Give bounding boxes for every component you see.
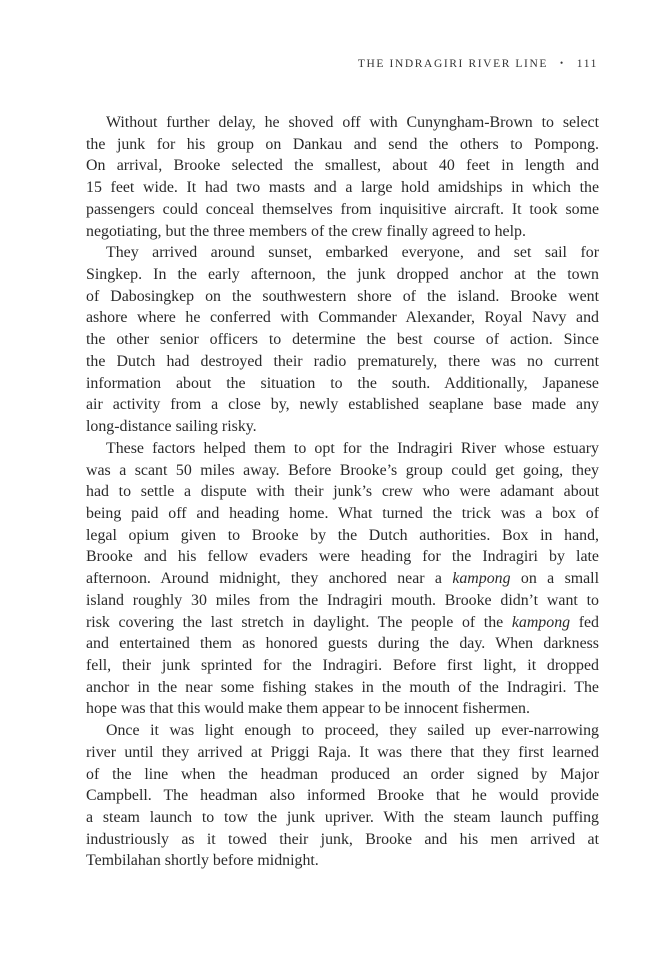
text-line: a steam launch to tow the junk upriver. With the steam launch puffing bbox=[86, 809, 599, 826]
text-line: the junk for his group on Dankau and send the others to Pompong. bbox=[86, 135, 599, 153]
text-line: had to settle a dispute with their junk’s crew who were adamant about bbox=[86, 483, 599, 501]
text-line: Campbell. The headman also informed Brooke that he would provide bbox=[86, 787, 599, 805]
running-head bbox=[358, 58, 598, 70]
text-line bbox=[86, 568, 599, 590]
paragraph bbox=[86, 438, 599, 720]
text-line: Once it was light enough to proceed, they sailed up ever-narrowing bbox=[106, 722, 599, 740]
page-number: 111 bbox=[576, 58, 598, 70]
paragraph bbox=[86, 720, 599, 872]
text-line: the Dutch had destroyed their radio prematurely, there was no current bbox=[86, 352, 599, 370]
text-segment: afternoon. Around midnight, they anchored near a bbox=[86, 570, 453, 588]
text-line: passengers could conceal themselves from inquisitive aircraft. It took some bbox=[86, 200, 599, 218]
text-line: Without further delay, he shoved off with Cunyngham-Brown to select bbox=[106, 114, 599, 131]
text-line: was a scant 50 miles away. Before Brooke’s group could get going, they bbox=[86, 461, 599, 479]
text-segment: on a small bbox=[510, 570, 599, 588]
text-line: Brooke and his fellow evaders were heading for the Indragiri by late bbox=[86, 548, 599, 566]
text-line bbox=[86, 612, 599, 634]
paragraph bbox=[86, 112, 599, 242]
text-segment: risk covering the last stretch in daylight. The people of the bbox=[86, 613, 512, 631]
text-line: island roughly 30 miles from the Indragiri mouth. Brooke didn’t want to bbox=[86, 591, 599, 609]
text-line: negotiating, but the three members of the crew finally agreed to help. bbox=[86, 222, 526, 240]
text-line: On arrival, Brooke selected the smallest, about 40 feet in length and bbox=[86, 157, 599, 175]
paragraph bbox=[86, 242, 599, 437]
text-line: and entertained them as honored guests during the day. When darkness bbox=[86, 635, 599, 653]
text-line: information about the situation to the south. Additionally, Japanese bbox=[86, 374, 599, 392]
text-line: long-distance sailing risky. bbox=[86, 418, 257, 436]
text-line: industriously as it towed their junk, Brooke and his men arrived at bbox=[86, 830, 599, 848]
text-line: hope was that this would make them appear to be innocent fishermen. bbox=[86, 700, 530, 718]
text-line: the other senior officers to determine the best course of action. Since bbox=[86, 331, 599, 349]
text-line: air activity from a close by, newly established seaplane base made any bbox=[86, 396, 599, 414]
text-line: Singkep. In the early afternoon, the junk dropped anchor at the town bbox=[86, 266, 599, 284]
chapter-title: THE INDRAGIRI RIVER LINE bbox=[357, 58, 549, 70]
text-line: fell, their junk sprinted for the Indragiri. Before first light, it dropped bbox=[86, 656, 599, 674]
text-line: river until they arrived at Priggi Raja. It was there that they first learned bbox=[86, 743, 599, 761]
body-text bbox=[86, 112, 599, 872]
text-line: ashore where he conferred with Commander Alexander, Royal Navy and bbox=[86, 309, 599, 327]
text-line: These factors helped them to opt for the Indragiri River whose estuary bbox=[106, 439, 599, 457]
text-line: anchor in the near some fishing stakes in the mouth of the Indragiri. The bbox=[86, 678, 599, 696]
italic-term: kampong bbox=[452, 570, 511, 588]
text-line: They arrived around sunset, embarked everyone, and set sail for bbox=[106, 244, 599, 262]
text-line: legal opium given to Brooke by the Dutch authorities. Box in hand, bbox=[86, 526, 599, 544]
text-line: of the line when the headman produced an order signed by Major bbox=[86, 765, 599, 783]
text-line: being paid off and heading home. What turned the trick was a box of bbox=[86, 504, 599, 522]
text-line: of Dabosingkep on the southwestern shore of the island. Brooke went bbox=[86, 287, 599, 305]
text-line: 15 feet wide. It had two masts and a large hold amidships in which the bbox=[86, 179, 599, 197]
separator-bullet: • bbox=[560, 58, 565, 68]
italic-term: kampong bbox=[511, 613, 571, 631]
text-line: Tembilahan shortly before midnight. bbox=[86, 852, 319, 870]
text-segment: fed bbox=[570, 613, 599, 631]
